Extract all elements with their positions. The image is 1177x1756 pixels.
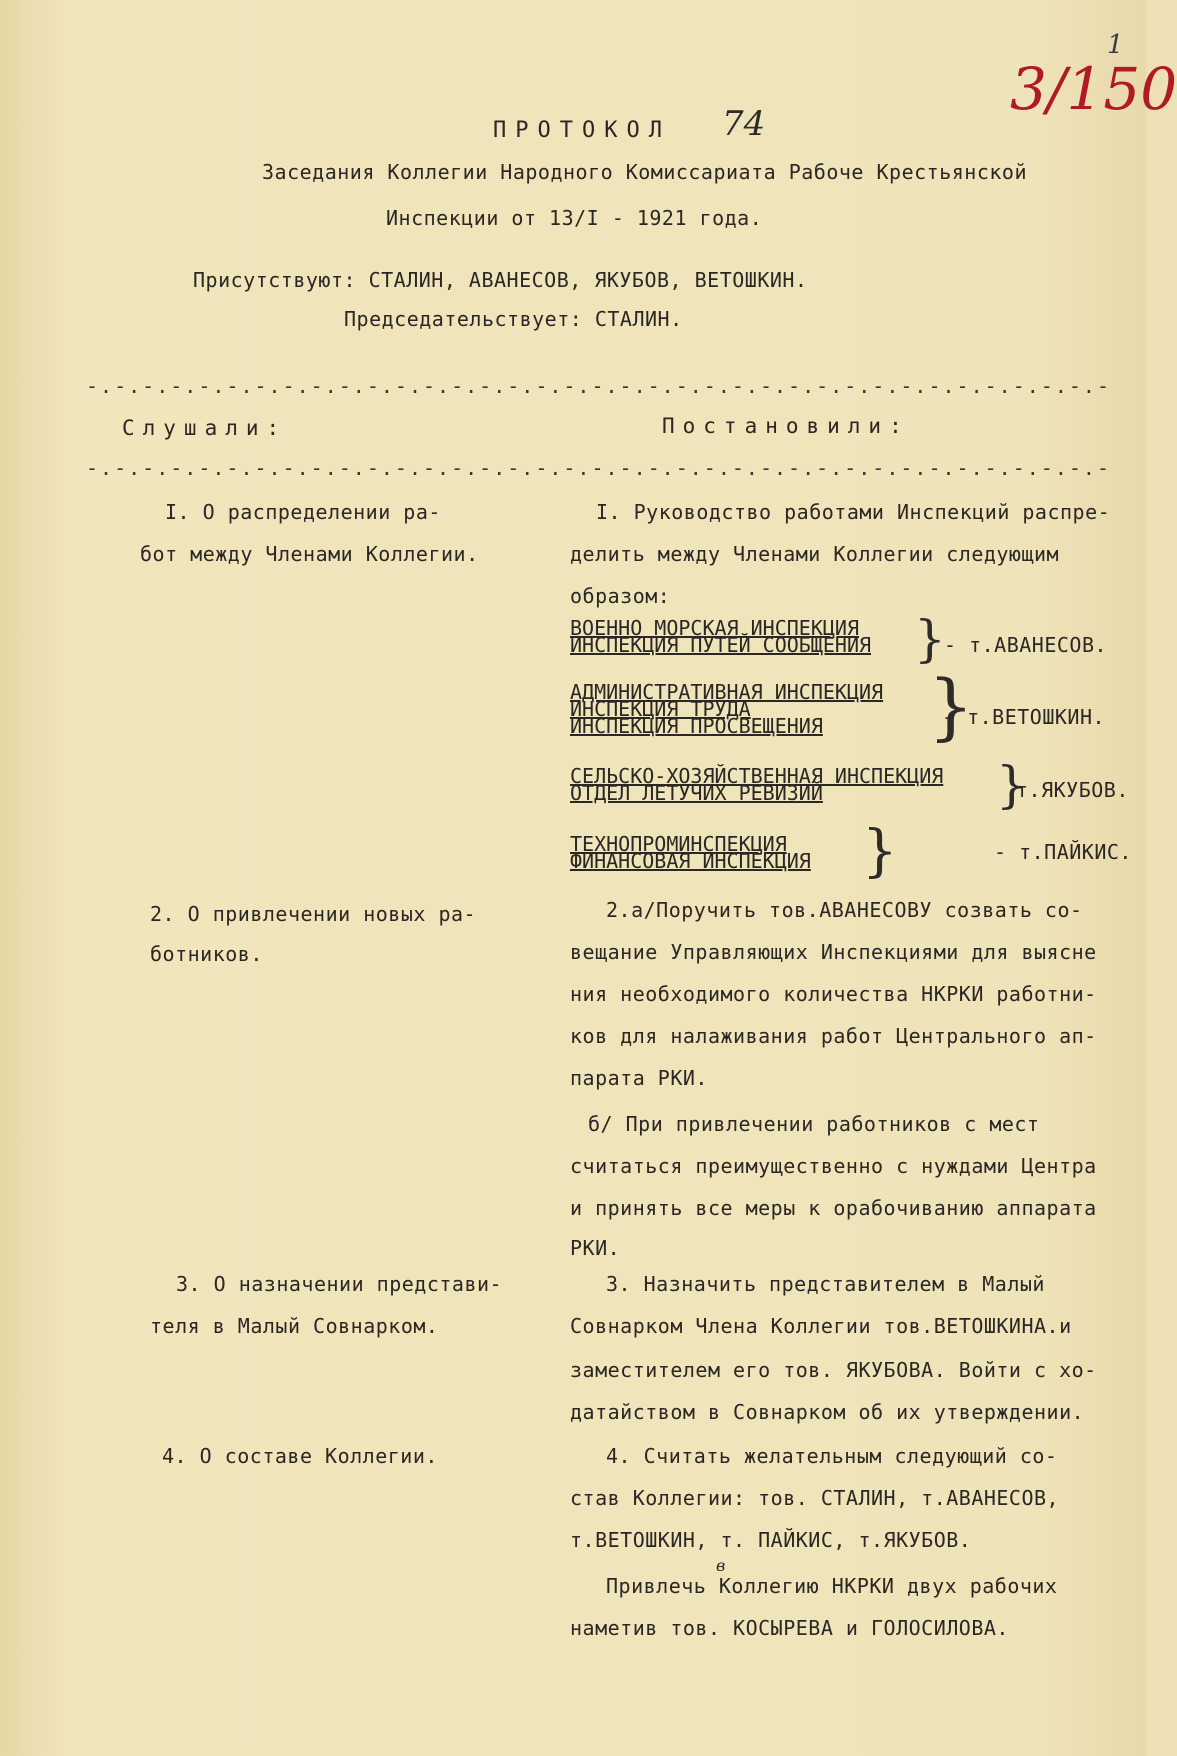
item-1-heard-line-2: бот между Членами Коллегии.	[140, 542, 479, 566]
item-1-heard-line-1: I. О распределении ра-	[165, 500, 441, 524]
item-4-decided-line-1: 4. Считать желательным следующий со-	[606, 1444, 1058, 1468]
item-3-heard-line-1: 3. О назначении представи-	[176, 1272, 503, 1296]
item-2-decided-line-2: вещание Управляющих Инспекциями для выясне	[570, 940, 1097, 964]
item-2-decided-line-3: ния необходимого количества НКРКИ работни-	[570, 982, 1097, 1006]
item-3-decided-line-1: 3. Назначить представителем в Малый	[606, 1272, 1045, 1296]
item-4-decided-line-4: Привлечь Коллегию НКРКИ двух рабочих	[606, 1574, 1058, 1598]
item-2-heard-line-2: ботников.	[150, 942, 263, 966]
divider-top: -.-.-.-.-.-.-.-.-.-.-.-.-.-.-.-.-.-.-.-.-.-.-.-.-.-.-.-.-.-.-.-.-.-.-.-.-	[86, 374, 1111, 398]
assignment-3-line-1: СЕЛЬСКО-ХОЗЯЙСТВЕННАЯ ИНСПЕКЦИЯ	[570, 764, 944, 788]
divider-bottom: -.-.-.-.-.-.-.-.-.-.-.-.-.-.-.-.-.-.-.-.-.-.-.-.-.-.-.-.-.-.-.-.-.-.-.-.-	[86, 456, 1111, 480]
header-line-2: Инспекции от 13/I - 1921 года.	[386, 206, 763, 230]
assignment-4-member: - т.ПАЙКИС.	[994, 840, 1132, 864]
assignment-2-line-3: ИНСПЕКЦИЯ ПРОСВЕЩЕНИЯ	[570, 714, 823, 738]
document-title: ПРОТОКОЛ	[493, 118, 671, 143]
chairperson: Председательствует: СТАЛИН.	[344, 307, 683, 331]
assignment-3-member: т.ЯКУБОВ.	[1016, 778, 1129, 802]
item-3-decided-line-4: датайством в Совнарком об их утверждении.	[570, 1400, 1085, 1424]
assignment-4-line-1: ТЕХНОПРОМИНСПЕКЦИЯ	[570, 832, 787, 856]
item-2-decided-line-6: б/ При привлечении работников с мест	[588, 1112, 1040, 1136]
item-2-decided-line-1: 2.а/Поручить тов.АВАНЕСОВУ созвать со-	[606, 898, 1083, 922]
item-4-heard-line-1: 4. О составе Коллегии.	[162, 1444, 438, 1468]
assignment-1-member: - т.АВАНЕСОВ.	[944, 633, 1108, 657]
assignment-2-line-1: АДМИНИСТРАТИВНАЯ ИНСПЕКЦИЯ	[570, 680, 884, 704]
handwritten-insert: в	[716, 1556, 726, 1575]
item-3-decided-line-2: Совнарком Члена Коллегии тов.ВЕТОШКИНА.и	[570, 1314, 1072, 1338]
item-1-decided-line-2: делить между Членами Коллегии следующим	[570, 542, 1060, 566]
attendees: Присутствуют: СТАЛИН, АВАНЕСОВ, ЯКУБОВ, ВЕТОШКИН.	[193, 268, 808, 292]
item-2-heard-line-1: 2. О привлечении новых ра-	[150, 902, 477, 926]
page-number-mark: 1	[1107, 30, 1124, 60]
assignment-2-line-2: ИНСПЕКЦИЯ ТРУДА	[570, 697, 751, 721]
item-1-decided-line-1: I. Руководство работами Инспекций распре-	[596, 500, 1111, 524]
item-2-decided-line-9: РКИ.	[570, 1236, 621, 1260]
brace-3-icon: }	[996, 756, 1028, 814]
archive-number-mark: 3/150	[1010, 55, 1177, 123]
assignment-1-line-1: ВОЕННО МОРСКАЯ ИНСПЕКЦИЯ	[570, 616, 859, 640]
brace-1-icon: }	[914, 610, 946, 668]
item-4-decided-line-2: став Коллегии: тов. СТАЛИН, т.АВАНЕСОВ,	[570, 1486, 1060, 1510]
item-2-decided-line-4: ков для налаживания работ Центрального ап-	[570, 1024, 1097, 1048]
assignment-1-line-2: ИНСПЕКЦИЯ ПУТЕЙ СООБЩЕНИЯ	[570, 633, 872, 657]
brace-4-icon: }	[862, 819, 898, 884]
item-2-decided-line-7: считаться преимущественно с нуждами Центра	[570, 1154, 1097, 1178]
item-2-decided-line-5: парата РКИ.	[570, 1066, 708, 1090]
item-3-heard-line-2: теля в Малый Совнарком.	[150, 1314, 439, 1338]
column-decided-heading: Постановили:	[662, 414, 910, 438]
item-4-decided-line-5: наметив тов. КОСЫРЕВА и ГОЛОСИЛОВА.	[570, 1616, 1009, 1640]
brace-2-icon: }	[928, 664, 974, 748]
assignment-3-line-2: ОТДЕЛ ЛЕТУЧИХ РЕВИЗИЙ	[570, 781, 823, 805]
assignment-2-member: - т.ВЕТОШКИН.	[942, 705, 1106, 729]
item-1-decided-line-3: образом:	[570, 584, 671, 608]
header-line-1: Заседания Коллегии Народного Комиссариата Рабоче Крестьянской	[262, 160, 1028, 184]
assignment-4-line-2: ФИНАНСОВАЯ ИНСПЕКЦИЯ	[570, 849, 811, 873]
protocol-number: 74	[722, 104, 766, 144]
column-heard-heading: Слушали:	[122, 416, 288, 440]
item-2-decided-line-8: и принять все меры к орабочиванию аппарата	[570, 1196, 1097, 1220]
item-3-decided-line-3: заместителем его тов. ЯКУБОВА. Войти с хо-	[570, 1358, 1097, 1382]
item-4-decided-line-3: т.ВЕТОШКИН, т. ПАЙКИС, т.ЯКУБОВ.	[570, 1528, 972, 1552]
